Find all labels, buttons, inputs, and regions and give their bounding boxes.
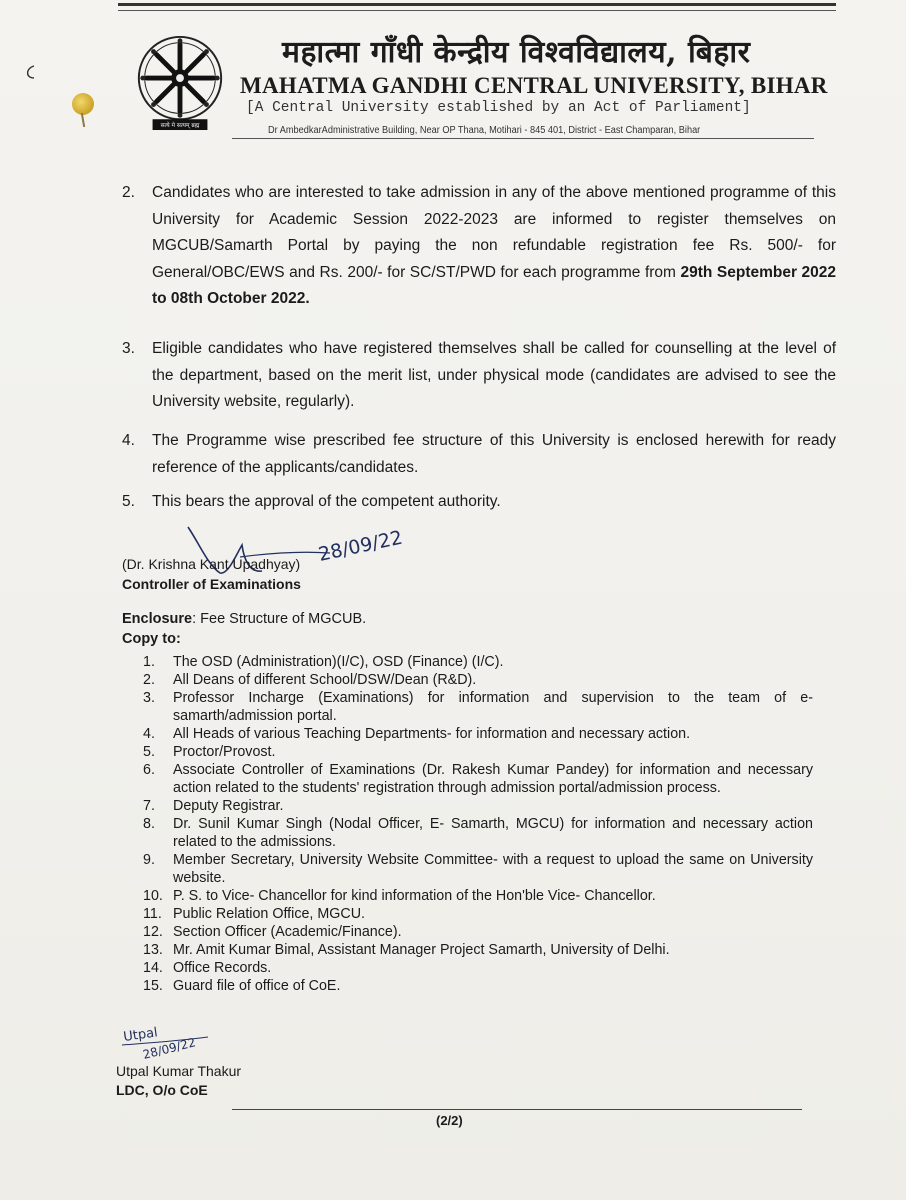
copy-to-item-text: Dr. Sunil Kumar Singh (Nodal Officer, E- Samarth, MGCU) for information and necessary action related to the admissions.	[173, 816, 813, 850]
copy-to-item-number: 10.	[143, 888, 163, 904]
copy-to-item	[143, 815, 813, 851]
copy-to-item-text: P. S. to Vice- Chancellor for kind information of the Hon'ble Vice- Chancellor.	[173, 888, 656, 904]
copy-to-item	[143, 797, 813, 815]
copy-to-item-text: All Heads of various Teaching Departments- for information and necessary action.	[173, 726, 691, 742]
university-address: Dr AmbedkarAdministrative Building, Near OP Thana, Motihari - 845 401, District - East Champaran, Bihar	[268, 125, 701, 136]
copy-to-item-text: Section Officer (Academic/Finance).	[173, 924, 402, 940]
paragraph-text: Candidates who are interested to take admission in any of the above mentioned programme of this University for Academic Session 2022-2023 are informed to register themselves on MGCUB/Samarth Portal by paying the non refundable registration fee Rs. 500/- for General/OBC/EWS and Rs. 200/- for SC/ST/PWD for each programme from 29th September 2022 to 08th October 2022.	[152, 184, 837, 307]
enclosure-text: : Fee Structure of MGCUB.	[192, 611, 367, 627]
copy-to-item	[143, 671, 813, 689]
copy-to-item	[143, 887, 813, 905]
copy-to-item-number: 7.	[143, 798, 155, 814]
copy-to-item	[143, 977, 813, 995]
copy-to-item-number: 11.	[143, 906, 162, 922]
registration-dates: 29th September 2022 to 08th October 2022.	[152, 263, 837, 307]
copy-to-item	[143, 743, 813, 761]
copy-to-item	[143, 905, 813, 923]
paragraph-number: 5.	[122, 493, 135, 510]
header-divider	[232, 138, 814, 139]
page-number: (2/2)	[436, 1113, 463, 1128]
signatory-block	[122, 554, 301, 594]
copy-to-item-number: 4.	[143, 726, 155, 742]
enclosure-line	[122, 611, 366, 627]
paragraph-text: The Programme wise prescribed fee structure of this University is enclosed herewith for ready reference of the applicants/candidates.	[152, 432, 836, 476]
initials-handwritten	[118, 1023, 238, 1068]
copy-to-item	[143, 653, 813, 671]
top-border-line	[118, 3, 836, 6]
copy-to-item	[143, 959, 813, 977]
copy-to-item-number: 15.	[143, 978, 163, 994]
university-name-hindi: महात्मा गाँधी केन्द्रीय विश्वविद्यालय, बिहार	[282, 35, 751, 70]
copy-to-item-text: Guard file of office of CoE.	[173, 978, 341, 994]
pin-stain-tail	[81, 113, 85, 127]
paragraph-number: 3.	[122, 340, 135, 357]
copy-to-item-text: All Deans of different School/DSW/Dean (R&D).	[173, 672, 477, 688]
logo-motto: सत्ये मे सत्यम् ब्रह्म	[160, 123, 200, 130]
initials-text: Utpal	[122, 1025, 159, 1045]
copy-to-item-text: Deputy Registrar.	[173, 798, 284, 814]
copy-to-label: Copy to:	[122, 631, 181, 647]
top-border-line-thin	[118, 10, 836, 11]
pin-stain	[72, 93, 94, 115]
enclosure-label: Enclosure	[122, 611, 193, 627]
copy-to-item-text: Member Secretary, University Website Committee- with a request to upload the same on University website.	[173, 852, 813, 886]
copy-to-item-text: Associate Controller of Examinations (Dr. Rakesh Kumar Pandey) for information and necessary action related to the students' registration through admission portal/admission process.	[173, 762, 813, 796]
copy-to-item-number: 3.	[143, 690, 155, 706]
copy-to-item-number: 2.	[143, 672, 155, 688]
copy-to-item	[143, 689, 813, 725]
university-name-english: MAHATMA GANDHI CENTRAL UNIVERSITY, BIHAR	[240, 73, 828, 98]
copy-to-item	[143, 761, 813, 797]
copy-to-item	[143, 851, 813, 887]
copy-to-item	[143, 941, 813, 959]
issuer-name: Utpal Kumar Thakur	[116, 1063, 242, 1079]
university-subtitle: [A Central University established by an Act of Parliament]	[246, 100, 751, 116]
copy-to-item-number: 5.	[143, 744, 155, 760]
copy-to-item-text: The OSD (Administration)(I/C), OSD (Finance) (I/C).	[173, 654, 504, 670]
paragraph-number: 2.	[122, 184, 135, 201]
copy-to-item-number: 8.	[143, 816, 155, 832]
copy-to-item-text: Proctor/Provost.	[173, 744, 276, 760]
copy-to-list	[143, 653, 813, 995]
copy-to-item-number: 9.	[143, 852, 155, 868]
copy-to-item-text: Mr. Amit Kumar Bimal, Assistant Manager Project Samarth, University of Delhi.	[173, 942, 670, 958]
copy-to-item-text: Public Relation Office, MGCU.	[173, 906, 366, 922]
initials-date: 28/09/22	[141, 1035, 198, 1062]
issuer-role: LDC, O/o CoE	[116, 1082, 208, 1098]
footer-divider	[232, 1109, 802, 1110]
copy-to-item-number: 1.	[143, 654, 155, 670]
copy-to-item-number: 12.	[143, 924, 163, 940]
copy-to-item-number: 14.	[143, 960, 163, 976]
signatory-title: Controller of Examinations	[122, 576, 301, 592]
signature-date: 28/09/22	[316, 526, 405, 566]
copy-to-item-text: Professor Incharge (Examinations) for information and supervision to the team of e-samarth/admission portal.	[173, 690, 813, 724]
paragraph-text: This bears the approval of the competent authority.	[152, 493, 501, 510]
pen-mark	[20, 60, 50, 90]
university-logo-icon	[131, 33, 229, 131]
copy-to-item-number: 13.	[143, 942, 163, 958]
signatory-name: (Dr. Krishna Kant Upadhyay)	[122, 556, 301, 572]
copy-to-item-number: 6.	[143, 762, 155, 778]
paragraph-number: 4.	[122, 432, 135, 449]
copy-to-item	[143, 923, 813, 941]
paragraph-text: Eligible candidates who have registered themselves shall be called for counselling at the level of the department, based on the merit list, under physical mode (candidates are advised to see the University website, regularly).	[152, 340, 836, 410]
copy-to-item	[143, 725, 813, 743]
copy-to-item-text: Office Records.	[173, 960, 272, 976]
